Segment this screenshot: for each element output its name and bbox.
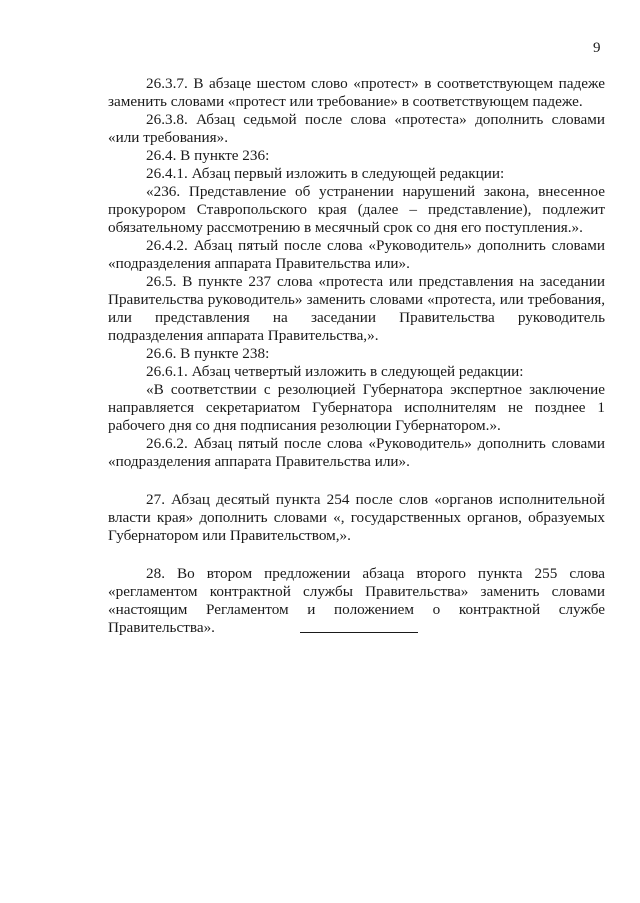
page-number: 9 [593, 40, 601, 56]
paragraph-26-3-7: 26.3.7. В абзаце шестом слово «протест» в соответствующем падеже заменить словами «протест или требование» в соответствующем падеже. [108, 75, 605, 110]
paragraph-26-3-8: 26.3.8. Абзац седьмой после слова «протеста» дополнить словами «или требования». [108, 111, 605, 146]
paragraph-26-6-1: 26.6.1. Абзац четвертый изложить в следующей редакции: [146, 363, 524, 380]
paragraph-28: 28. Во втором предложении абзаца второго пункта 255 слова «регламентом контрактной службы Правительства» заменить словами «настоящим Регламентом и положением о контрактной службе Правительства». [108, 565, 605, 636]
paragraph-resolution-quote: «В соответствии с резолюцией Губернатора экспертное заключение направляется секретариатом Губернатора исполнителям не позднее 1 рабочего дня со дня подписания резолюции Губернатором.». [108, 381, 605, 434]
paragraph-26-4-2: 26.4.2. Абзац пятый после слова «Руководитель» дополнить словами «подразделения аппарата Правительства или». [108, 237, 605, 272]
paragraph-26-6: 26.6. В пункте 238: [146, 345, 270, 362]
paragraph-27: 27. Абзац десятый пункта 254 после слов «органов исполнительной власти края» дополнить словами «, государственных органов, образуемых Губернатором или Правительством,». [108, 491, 605, 544]
paragraph-236-quote: «236. Представление об устранении нарушений закона, внесенное прокурором Ставропольского края (далее – представление), подлежит обязательному рассмотрению в месячный срок со дня его поступления.». [108, 183, 605, 236]
paragraph-26-4: 26.4. В пункте 236: [146, 147, 270, 164]
paragraph-26-4-1: 26.4.1. Абзац первый изложить в следующей редакции: [146, 165, 505, 182]
document-body [108, 75, 605, 637]
paragraph-26-6-2: 26.6.2. Абзац пятый после слова «Руководитель» дополнить словами «подразделения аппарата Правительства или». [108, 435, 605, 470]
end-divider-line [300, 632, 418, 633]
paragraph-26-5: 26.5. В пункте 237 слова «протеста или представления на заседании Правительства руководитель» заменить словами «протеста, или требования, или представления на заседании Правительства руководитель подразделения аппарата Правительства,». [108, 273, 605, 344]
